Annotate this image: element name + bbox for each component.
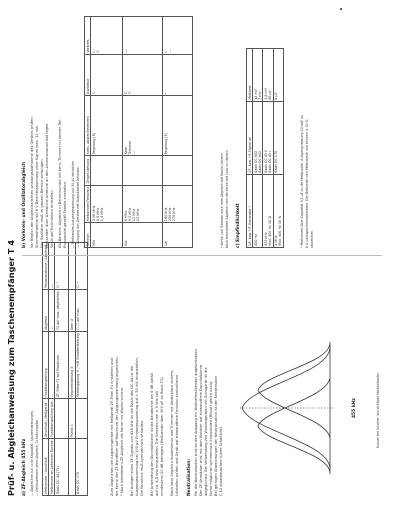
paragraph-line: Nach dem Abgleich Spulenkerne und Trimmer mit Abdecklack sichern, [170, 369, 174, 496]
table-cell [163, 156, 193, 185]
table-cell: Pegeleinstellung ③ [69, 332, 75, 399]
table-note: * Kerne und Trimmer nach dem Abgleich mit Wachs sichern. [220, 152, 224, 248]
column-divider [22, 255, 382, 256]
table-header: Vorkreis [85, 17, 91, 55]
paragraph-line: Der ZF-Verstärker wird mit dem Wobbler auf einwandfreie Durchlaßkurve [199, 364, 203, 496]
table-cell: 0,56 MHz 0,9 MHz 1,4 MHz [91, 185, 123, 223]
page-mark [340, 8, 342, 10]
table-row [273, 49, 283, 248]
table-header: Anschluß / Meßgerät [43, 399, 49, 439]
table-header: Abgleich [43, 289, 49, 331]
page-title: Prüf- u. Abgleichanweisung zum Taschenempfänger T 4 [6, 239, 16, 496]
table-cell [91, 156, 123, 185]
footer-note: abweichen. [310, 229, 314, 248]
table-header: Meßsender-Frequenz [85, 186, 90, 222]
section-c-heading: c) Empfindlichkeit [236, 203, 241, 248]
table-cell: Funktionsprüfung Ant. [49, 400, 54, 437]
table-header: NF- bzw. HF-Generator * [247, 174, 253, 247]
table-cell: ZF-Filter F1 auf Maximum [55, 332, 69, 399]
footer-note: 8 Ω Lautsprecherwiderstand. Die Meßwerte sind Mittelwerte und können ± 30 % [305, 119, 309, 248]
table-cell: KW [123, 223, 163, 248]
table-header: Resonanzkurve / Abschluß [43, 244, 48, 288]
table-cell: — [123, 17, 163, 55]
table-cell: MW [91, 223, 123, 248]
table-cell: Basis OC 170 [273, 101, 283, 174]
table-row [263, 49, 273, 248]
table-cell: Kreiskopplung ③ / mit Schalterstellung [75, 332, 87, 399]
table-cell: — [49, 243, 55, 290]
table-row [163, 17, 193, 248]
table-cell: * [163, 54, 193, 96]
neutralisation-heading: Neutralisation: [187, 458, 192, 496]
table-cell: Basis OC 45 II Basis OC 45 I [263, 101, 273, 174]
table-cell: 8 µV [273, 49, 283, 102]
table-header: Meßwert [247, 49, 253, 102]
paragraph-line: auf ca. 4,5 kHz einzustellen. Die Selektion bei ± 9 kHz soll [155, 391, 159, 496]
table-cell: Kern Trimmer — [123, 96, 163, 156]
table-cell: 455 kHz Mod. 400 Hz 30 % [263, 174, 273, 247]
curve-caption: Kurven bei falscher und richtiger Neutralisation [376, 372, 380, 448]
paragraph-line: Die Kennlinie muß symmetrisch verlaufen. [140, 419, 144, 496]
table-cell: Regelung (E) [163, 96, 193, 156]
paragraph-line: Bei Anlegen eines ZF-Signals von 455 kHz an die Basis des OC 44 ist die [130, 365, 134, 496]
paragraph-line: Ausgangsspannung bei 100 µV Eingangsspannung auf > 50 mV einzustellen. [135, 357, 139, 496]
footer-note: * Meßsender über Kapazität 0,1 µF an die Meßpunkte. Ausgangsleistung 50 mW an [300, 115, 304, 248]
paragraph-line: Bei Anwendung der Durchlaßkurve ist die Bandbreite bei 6 dB Abfall [150, 373, 154, 496]
paragraph-line: C 12 auszutauschen (siehe Schaltbild). [219, 426, 223, 496]
table-header: Zeiger-stellung [85, 156, 91, 185]
table-cell: Regelung (B) [91, 96, 123, 156]
paragraph-line: Lötstellen prüfen und Gerät auf einwandfreie Funktion kontrollieren. [175, 373, 179, 496]
paragraph-line: KW-Bereich: Abgleich in Bereichsmitte mit Kern, Trimmer im oberen Teil. [58, 118, 62, 248]
table-cell: Basis OC 44 (T1) [55, 439, 69, 496]
paragraph-line: Stromaufnahme bei 6 V Betriebsspannung ohne Signal max. 12 mA. [35, 125, 39, 248]
curve-frequency-label: 455 kHz [352, 398, 357, 418]
paragraph-line: Meßsender über künstliche Antenne an den Antennenanschluß legen. [45, 122, 49, 248]
paragraph-line: mindestens 20 dB betragen (Meßsender über 100 pF an Basis T1). [160, 376, 164, 496]
section-b-heading: b) Vorkreis- und Oszillatorabgleich [22, 161, 27, 248]
checklist-item: — Meßsender-Ausgangsspannung auf 30 µV einstellen [71, 161, 75, 248]
checklist-item: — Ausgang des Gerätes mit Outputmeter belasten [76, 167, 80, 248]
table-note: Nach beendetem Abgleich sind die Kerne mit Lack zu sichern. [225, 149, 229, 248]
table-header: Meßsender / Anschluß [43, 439, 49, 496]
table-cell: 12 mV 7 mV [253, 49, 263, 102]
table-cell: — [49, 332, 55, 399]
paragraph-line: * Nach beendetem ZF-Abgleich die Kerne mit Wachs sichern. [120, 386, 124, 496]
table-cell: F1 auf max. abgleichen [55, 289, 69, 331]
sensitivity-table [246, 48, 284, 248]
zf-alignment-table [42, 242, 88, 496]
paragraph-line: Vor Beginn der Abgleicharbeiten Leistungsaufnahme des Gerätes prüfen: [30, 116, 34, 248]
paragraph-line: Zum Abgleichen die Abgleichgeräte mit Meßgerät ZF-Filter F1 einstellen und [110, 358, 114, 496]
table-header: NF- bzw. HF-Signal an [247, 101, 253, 174]
table-header: Funktionsprüfung [43, 332, 49, 399]
table-header: Oszillator [85, 54, 91, 96]
table-cell: 160 kHz 200 kHz 270 kHz [163, 185, 193, 223]
paragraph-line: die Kerne der ZF-Bandfilter auf Maximum der Ausgangsspannung abgleichen. [115, 356, 119, 496]
table-cell: Kern ② [69, 289, 75, 331]
table-cell: ☐ [91, 54, 123, 96]
table-cell: Punkt ① [69, 399, 75, 439]
table-cell [123, 156, 163, 185]
table-cell: L — [163, 17, 193, 55]
paragraph-line: Kurve möglichst symmetrisch einzustellen (Höcker gleich hoch). [209, 380, 213, 496]
table-cell: 1,8 mV 60 µV [263, 49, 273, 102]
table-cell [75, 399, 87, 439]
table-cell: ☐ ☐ [123, 54, 163, 96]
table-cell: LW [163, 223, 193, 248]
legend-line: — Gehäusekerne ohne Abgleich, Schaltvorgabe [35, 420, 39, 496]
table-cell: Basis OC 602 Basis OC 602 [253, 101, 263, 174]
table-cell: ☐ * [75, 243, 87, 290]
paragraph-line: Der Oszillator muß im ganzen Bereich schwingen. [40, 158, 44, 248]
paragraph-line: Für die Neutralisation wird an den Ausgang ein Wobbelmeßsender angeschlossen. [194, 348, 198, 496]
table-cell: ☐ * [55, 243, 69, 290]
paragraph-line: abgeglichen. Bei Verwendung von Wobbelgeräten mit Sichtgerät ist die [204, 367, 208, 496]
table-row [75, 243, 87, 496]
table-row [123, 17, 163, 248]
table-cell: Meßsender an Antennen-Buchse [49, 440, 54, 494]
table-cell: 400 Hz [253, 174, 263, 247]
paragraph-line: Skala auf Eichmarken einstellen. [50, 189, 54, 248]
table-cell: ☐ ☐ auf max. [75, 289, 87, 331]
table-header: Bereich [85, 223, 91, 248]
resonance-curves-figure [230, 332, 348, 482]
table-cell: 1 MHz Mod. 400 Hz 30 % [273, 174, 283, 247]
table-cell: 6 MHz 9,5 MHz 11 MHz 15 MHz [123, 185, 163, 223]
table-row [253, 49, 263, 248]
table-row [55, 243, 69, 496]
alignment-table [84, 16, 193, 248]
table-cell: — [49, 289, 55, 331]
table-header: Kreis, Abgleichelement [85, 96, 91, 156]
table-cell [55, 399, 69, 439]
section-a-heading: a) ZF-Abgleich 455 kHz [22, 438, 27, 496]
paragraph-line: Bei geringen Abweichungen der Neutralisation ist der Kondensator [214, 375, 218, 496]
table-cell: Basis OC 170 [75, 439, 87, 496]
table-cell: L C [91, 17, 123, 55]
legend-line: — Abgleichen auf volle Kapazität, Spulenhalterungen, [30, 410, 34, 496]
paragraph-line: Eichpunkte gemäß Tabelle einstellen. [63, 180, 67, 248]
table-row [91, 17, 123, 248]
